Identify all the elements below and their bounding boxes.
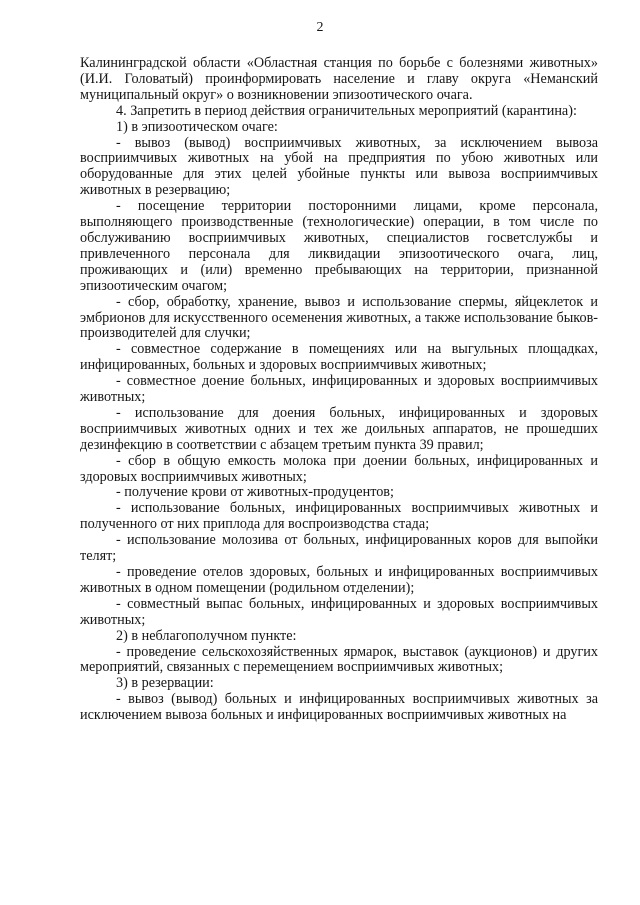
paragraph-subitem-1: 1) в эпизоотическом очаге: — [116, 118, 278, 135]
list-item: - совместное доение больных, инфицированных и здоровых восприимчивых животных; — [80, 373, 598, 406]
paragraph-subitem-2: 2) в неблагополучном пункте: — [116, 627, 297, 644]
page-number: 2 — [316, 20, 324, 35]
paragraph-item-4: 4. Запретить в период действия ограничительных мероприятий (карантина): — [116, 102, 577, 119]
list-item: - использование молозива от больных, инфицированных коров для выпойки телят; — [80, 532, 598, 565]
list-item: - совместное содержание в помещениях или на выгульных площадках, инфицированных, больных и здоровых восприимчивых животных; — [80, 341, 598, 374]
list-item: - проведение сельскохозяйственных ярмарок, выставок (аукционов) и других мероприятий, связанных с перемещением восприимчивых животных; — [80, 643, 598, 676]
list-item: - использование для доения больных, инфицированных и здоровых восприимчивых животных одних и тех же доильных аппаратов, не прошедших дезинфекцию в соответствии с абзацем третьим пункта 39 правил; — [80, 404, 598, 453]
list-item: - совместный выпас больных, инфицированных и здоровых восприимчивых животных; — [80, 595, 598, 628]
paragraph-continuation: Калининградской области «Областная станция по борьбе с болезнями животных» (И.И. Головатый) проинформировать население и главу округа «Неманский муниципальный округ» о возникновении эпизоотического очага. — [80, 55, 598, 103]
paragraph-subitem-3: 3) в резервации: — [116, 675, 214, 692]
list-item: - вывоз (вывод) больных и инфицированных восприимчивых животных за исключением вывоза больных и инфицированных восприимчивых животных на — [80, 691, 598, 724]
list-item: - получение крови от животных-продуцентов; — [116, 484, 394, 501]
list-item: - использование больных, инфицированных восприимчивых животных и полученного от них приплода для воспроизводства стада; — [80, 500, 598, 533]
list-item: - посещение территории посторонними лицами, кроме персонала, выполняющего производственные (технологические) операции, в том числе по обслуживанию восприимчивых животных, специалистов госветслужбы и привлеченного персонала для ликвидации эпизоотического очага, лиц, проживающих и (или) временно пребывающих на территории, признанной эпизоотическим очагом; — [80, 198, 598, 294]
list-item: - сбор, обработку, хранение, вывоз и использование спермы, яйцеклеток и эмбрионов для искусственного осеменения животных, а также использование быков-производителей для случки; — [80, 293, 598, 342]
list-item: - проведение отелов здоровых, больных и инфицированных восприимчивых животных в одном помещении (родильном отделении); — [80, 564, 598, 596]
list-item: - сбор в общую емкость молока при доении больных, инфицированных и здоровых восприимчивых животных; — [80, 452, 598, 485]
document-body — [80, 56, 598, 724]
list-item: - вывоз (вывод) восприимчивых животных, за исключением вывоза восприимчивых животных на убой на предприятия по убою животных или оборудованные для этих целей убойные пункты или вывоза восприимчивых животных в резервацию; — [80, 134, 598, 199]
